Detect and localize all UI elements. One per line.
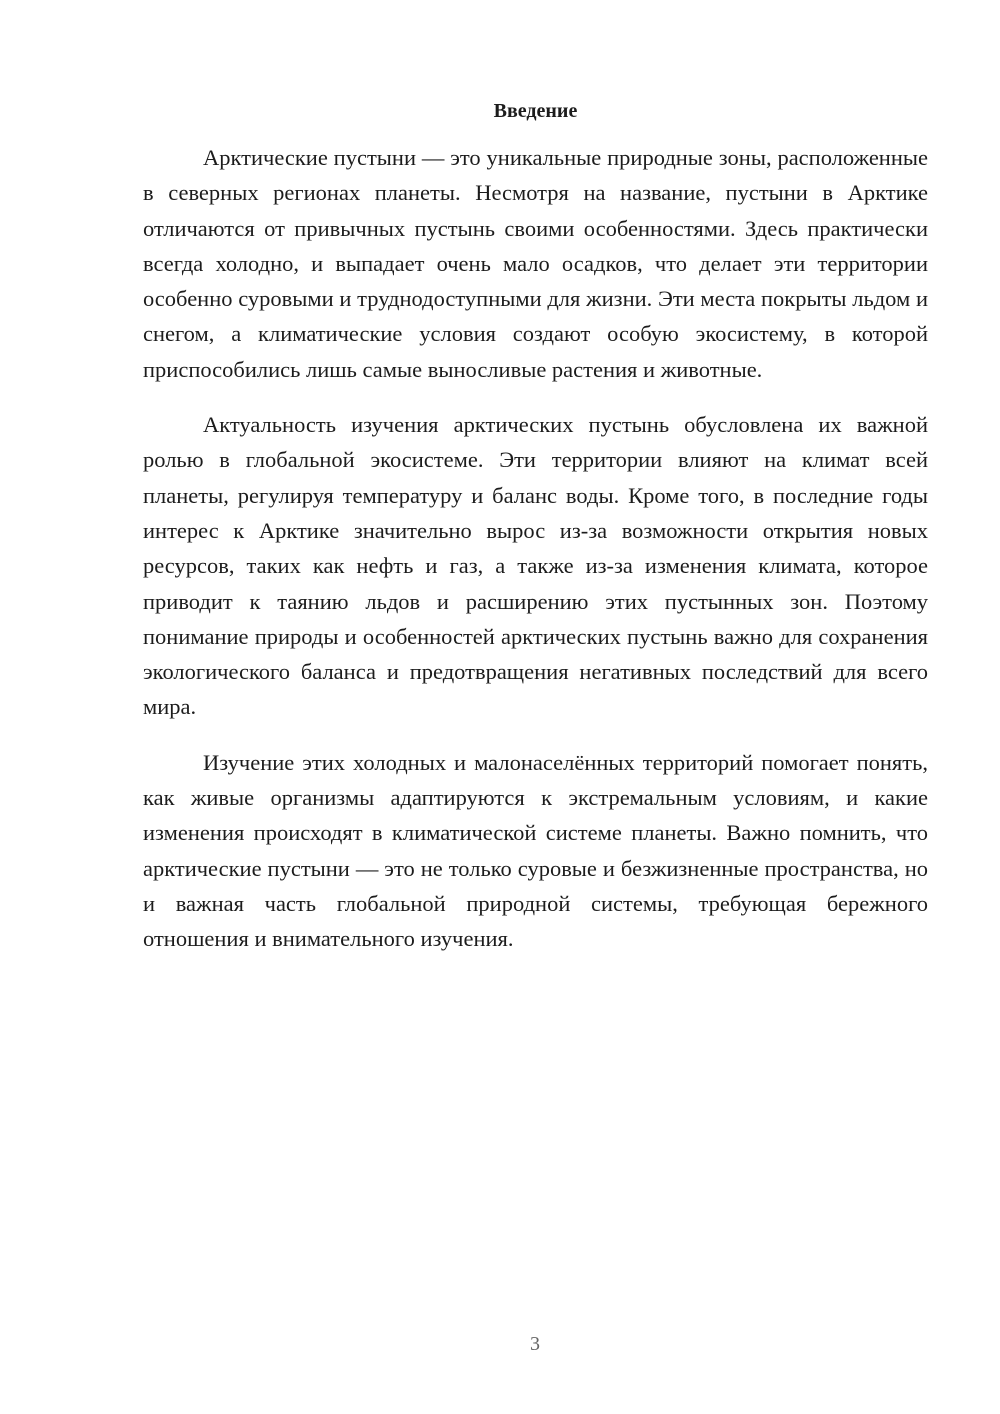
page-number: 3 [530,1333,540,1355]
paragraph-3: Изучение этих холодных и малонаселённых территорий помогает понять, как живые организмы адаптируются к экстремальным условиям, и какие изменения происходят в климатической системе планеты. Важно помнить, что арктические пустыни — это не только суровые и безжизненные пространства, но и важная часть глобальной природной системы, требующая бережного отношения и внимательного изучения. [143,749,928,952]
section-heading: Введение [493,100,578,122]
page-content [143,96,928,977]
paragraph-1: Арктические пустыни — это уникальные природные зоны, расположенные в северных регионах планеты. Несмотря на название, пустыни в Арктике отличаются от привычных пустынь своими особенностями. Здесь практически всегда холодно, и выпадает очень мало осадков, что делает эти территории особенно суровыми и труднодоступными для жизни. Эти места покрыты льдом и снегом, а климатические условия создают особую экосистему, в которой приспособились лишь самые выносливые растения и животные. [143,145,928,382]
paragraph-2: Актуальность изучения арктических пустынь обусловлена их важной ролью в глобальной экосистеме. Эти территории влияют на климат всей планеты, регулируя температуру и баланс воды. Кроме того, в последние годы интерес к Арктике значительно вырос из-за возможности открытия новых ресурсов, таких как нефть и газ, а также из-за изменения климата, которое приводит к таянию льдов и расширению этих пустынных зон. Поэтому понимание природы и особенностей арктических пустынь важно для сохранения экологического баланса и предотвращения негативных последствий для всего мира. [143,412,928,720]
